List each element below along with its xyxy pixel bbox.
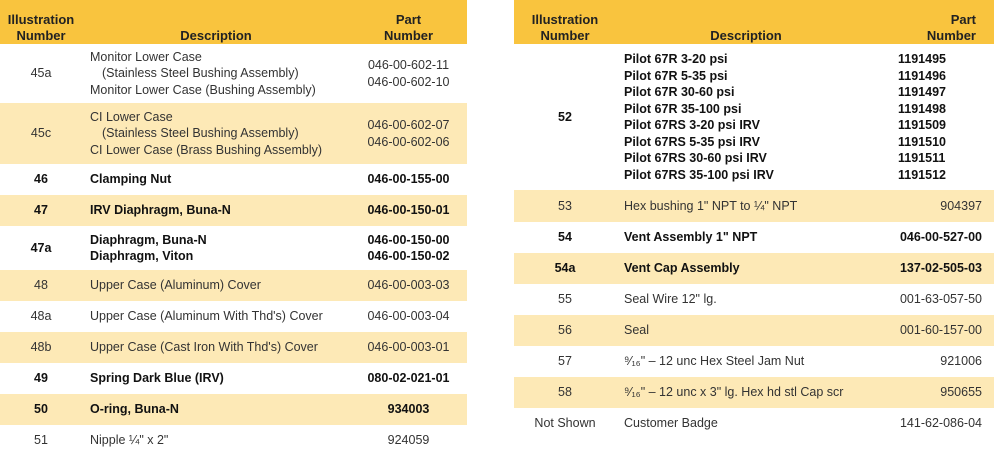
part-number (350, 270, 467, 301)
table-row (514, 284, 994, 315)
description-line: Monitor Lower Case (Bushing Assembly) (90, 82, 316, 97)
description-line: Pilot 67RS 5-35 psi IRV (624, 134, 760, 149)
illustration-number: 51 (34, 433, 48, 448)
description-line: Hex bushing 1" NPT to ¼" NPT (624, 198, 798, 213)
part-number (350, 226, 467, 270)
part-number-line: 080-02-021-01 (367, 371, 450, 386)
description (82, 425, 350, 456)
table-row (0, 425, 467, 456)
part-number (350, 195, 467, 226)
table-row (514, 315, 994, 346)
description (616, 284, 876, 315)
description-line: Upper Case (Aluminum With Thd's) Cover (90, 309, 323, 324)
description-line: Pilot 67R 3-20 psi (624, 52, 728, 66)
part-number-line: 046-00-003-04 (367, 309, 450, 324)
description (616, 346, 876, 377)
table-row (0, 363, 467, 394)
header-description: Description (82, 0, 350, 44)
description (82, 164, 350, 195)
header-part-number: Part Number (350, 0, 467, 44)
illustration-number: 45c (0, 103, 82, 164)
part-number-line: 921006 (940, 354, 982, 369)
part-number-line: 137-02-505-03 (899, 261, 982, 276)
description (616, 377, 876, 408)
illustration-number: 47a (30, 240, 52, 255)
table-row (514, 377, 994, 408)
description-line: Pilot 67RS 3-20 psi IRV (624, 118, 760, 132)
part-number (350, 394, 467, 425)
part-number-line: 904397 (940, 198, 982, 213)
description-line: ⁹⁄₁₆" – 12 unc x 3" lg. Hex hd stl Cap scr (624, 385, 844, 400)
description-line: Vent Cap Assembly (624, 261, 740, 276)
table-row (0, 332, 467, 363)
description-line: Diaphragm, Viton (90, 249, 194, 263)
description-line: Nipple ¼" x 2" (90, 433, 169, 448)
description-line: Pilot 67RS 35-100 psi IRV (624, 167, 774, 182)
table-row (0, 44, 467, 103)
part-number-line: 1191496 (898, 68, 946, 83)
table-row (514, 190, 994, 222)
part-number (876, 346, 994, 377)
header-part-number: Part Number (876, 0, 994, 44)
table-row (0, 103, 467, 164)
table-row (514, 253, 994, 284)
part-number-line: 046-00-527-00 (899, 230, 982, 245)
part-number (876, 408, 994, 439)
part-number-line: 046-00-003-03 (367, 278, 450, 293)
description-line: Pilot 67RS 30-60 psi IRV (624, 151, 767, 165)
header-illustration-number: Illustration Number (514, 0, 616, 44)
description-line: IRV Diaphragm, Buna-N (90, 203, 231, 218)
part-number-line: 934003 (387, 402, 430, 417)
description (616, 408, 876, 439)
part-number-line: 001-63-057-50 (899, 292, 982, 307)
illustration-number: 57 (558, 354, 572, 369)
description-line: CI Lower Case (90, 109, 173, 124)
description (82, 103, 350, 164)
part-number-line: 046-00-155-00 (367, 172, 450, 187)
description (616, 315, 876, 346)
description-line: Pilot 67R 5-35 psi (624, 68, 728, 83)
description-line: Upper Case (Aluminum) Cover (90, 278, 261, 293)
part-number-line: 924059 (387, 433, 430, 448)
part-number (876, 284, 994, 315)
illustration-number: 54a (514, 253, 616, 284)
illustration-number: 56 (514, 315, 616, 346)
description-line: Monitor Lower Case (90, 49, 202, 64)
description (616, 190, 876, 222)
table-row (0, 394, 467, 425)
header-description: Description (616, 0, 876, 44)
part-number-line: 046-00-602-11 (367, 58, 450, 72)
part-number (876, 315, 994, 346)
description-line: Seal (624, 323, 650, 338)
part-number (350, 164, 467, 195)
part-number-line: 046-00-150-00 (367, 232, 450, 247)
illustration-number: 55 (558, 292, 572, 307)
part-number (350, 332, 467, 363)
description-line: Customer Badge (624, 416, 718, 431)
illustration-number: 45a (30, 66, 52, 81)
description-line: Seal Wire 12" lg. (624, 292, 717, 307)
table-row (0, 270, 467, 301)
description-line: Clamping Nut (90, 172, 172, 187)
illustration-number: 52 (558, 109, 572, 124)
description-line: CI Lower Case (Brass Bushing Assembly) (90, 142, 323, 157)
part-number-line: 1191498 (898, 101, 946, 116)
part-number (350, 44, 467, 103)
description (82, 195, 350, 226)
part-number-line: 1191495 (898, 52, 946, 66)
part-number-line: 1191512 (898, 167, 946, 182)
part-number-line: 046-00-003-01 (367, 340, 450, 355)
illustration-number: 50 (0, 394, 82, 425)
part-number-line: 046-00-150-02 (367, 249, 450, 263)
part-number-line: 046-00-602-07 (367, 118, 450, 132)
description (616, 44, 876, 190)
description-line: Spring Dark Blue (IRV) (90, 371, 224, 386)
description-line: (Stainless Steel Bushing Assembly) (102, 66, 299, 81)
part-number (876, 190, 994, 222)
illustration-number: 58 (514, 377, 616, 408)
description-line: Pilot 67R 35-100 psi (624, 101, 742, 116)
description-line: Pilot 67R 30-60 psi (624, 85, 735, 99)
table-row (514, 408, 994, 439)
table-row (514, 44, 994, 190)
description (82, 332, 350, 363)
description-line: Diaphragm, Buna-N (90, 232, 207, 247)
part-number (350, 425, 467, 456)
header-illustration-number: Illustration Number (0, 0, 82, 44)
illustration-number: 48a (30, 309, 52, 324)
illustration-number: Not Shown (534, 416, 596, 431)
description (616, 222, 876, 253)
illustration-number: 48 (0, 270, 82, 301)
description (82, 301, 350, 332)
description (82, 363, 350, 394)
part-number-line: 1191497 (898, 85, 946, 99)
description (82, 394, 350, 425)
table-row (514, 222, 994, 253)
table-row (0, 164, 467, 195)
part-number-line: 046-00-602-06 (367, 134, 450, 149)
table-row (514, 346, 994, 377)
part-number (350, 103, 467, 164)
description (82, 44, 350, 103)
right-parts-table (514, 0, 994, 439)
description (616, 253, 876, 284)
table-row (0, 195, 467, 226)
illustration-number: 47 (0, 195, 82, 226)
part-number-line: 001-60-157-00 (899, 323, 982, 338)
header-row (514, 0, 994, 44)
illustration-number: 49 (34, 371, 48, 386)
table-row (0, 226, 467, 270)
part-number-line: 1191511 (898, 151, 946, 165)
illustration-number: 46 (34, 172, 48, 187)
header-row (0, 0, 467, 44)
description-line: Vent Assembly 1" NPT (624, 230, 758, 245)
description-line: ⁹⁄₁₆" – 12 unc Hex Steel Jam Nut (624, 354, 805, 369)
part-number (876, 253, 994, 284)
part-number-line: 1191510 (898, 134, 946, 149)
description (82, 270, 350, 301)
part-number-line: 1191509 (898, 118, 946, 132)
illustration-number: 48b (0, 332, 82, 363)
part-number-line: 046-00-150-01 (367, 203, 450, 218)
part-number (350, 301, 467, 332)
part-number-line: 950655 (940, 385, 982, 400)
part-number-line: 141-62-086-04 (899, 416, 982, 431)
description-line: O-ring, Buna-N (90, 402, 179, 417)
part-number (876, 44, 994, 190)
part-number (350, 363, 467, 394)
part-number (876, 222, 994, 253)
left-parts-table (0, 0, 467, 456)
table-row (0, 301, 467, 332)
part-number-line: 046-00-602-10 (367, 74, 450, 89)
illustration-number: 53 (514, 190, 616, 222)
description (82, 226, 350, 270)
part-number (876, 377, 994, 408)
description-line: (Stainless Steel Bushing Assembly) (102, 126, 299, 141)
illustration-number: 54 (558, 230, 572, 245)
description-line: Upper Case (Cast Iron With Thd's) Cover (90, 340, 318, 355)
